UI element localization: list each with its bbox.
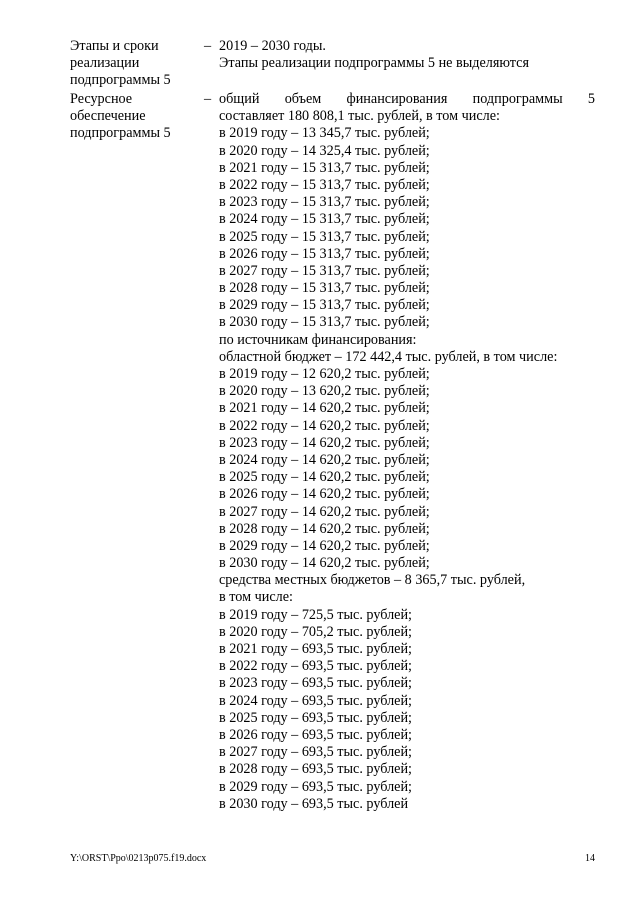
content-line: в 2026 году – 15 313,7 тыс. рублей;	[219, 245, 430, 262]
content-line: областной бюджет – 172 442,4 тыс. рублей, в том числе:	[219, 348, 558, 365]
row-stages-label	[70, 38, 195, 90]
content-line: в 2026 году – 693,5 тыс. рублей;	[219, 726, 412, 743]
content-line: Этапы реализации подпрограммы 5 не выделяются	[219, 55, 529, 72]
row-stages-dash: –	[204, 38, 212, 54]
word: подпрограммы	[472, 91, 563, 107]
content-line: в 2027 году – 693,5 тыс. рублей;	[219, 744, 412, 761]
row-resources-label	[70, 91, 195, 143]
content-line: в том числе:	[219, 589, 293, 606]
content-line: в 2028 году – 15 313,7 тыс. рублей;	[219, 280, 430, 297]
word: объем	[284, 91, 322, 107]
content-line: составляет 180 808,1 тыс. рублей, в том числе:	[219, 108, 500, 125]
word: общий	[219, 91, 260, 107]
label-line: Ресурсное	[70, 91, 133, 107]
content-line: в 2023 году – 14 620,2 тыс. рублей;	[219, 434, 430, 451]
content-line: в 2020 году – 13 620,2 тыс. рублей;	[219, 383, 430, 400]
row-resources-dash: –	[204, 91, 212, 107]
content-line: в 2020 году – 705,2 тыс. рублей;	[219, 623, 412, 640]
content-line: в 2022 году – 14 620,2 тыс. рублей;	[219, 417, 430, 434]
content-line: в 2020 году – 14 325,4 тыс. рублей;	[219, 142, 430, 159]
content-line: в 2029 году – 693,5 тыс. рублей;	[219, 778, 412, 795]
content-line: в 2026 году – 14 620,2 тыс. рублей;	[219, 486, 430, 503]
content-line: в 2019 году – 725,5 тыс. рублей;	[219, 606, 412, 623]
content-line: в 2029 году – 15 313,7 тыс. рублей;	[219, 297, 430, 314]
word: 5	[587, 91, 595, 107]
content-line: в 2030 году – 693,5 тыс. рублей	[219, 795, 409, 812]
row-resources-content	[219, 91, 595, 813]
label-line: подпрограммы 5	[70, 72, 171, 89]
content-line: в 2025 году – 15 313,7 тыс. рублей;	[219, 228, 430, 245]
content-line: 2019 – 2030 годы.	[219, 38, 326, 54]
content-line: в 2021 году – 14 620,2 тыс. рублей;	[219, 400, 430, 417]
content-line: в 2023 году – 15 313,7 тыс. рублей;	[219, 194, 430, 211]
content-line: в 2023 году – 693,5 тыс. рублей;	[219, 675, 412, 692]
content-line: в 2019 году – 13 345,7 тыс. рублей;	[219, 125, 430, 142]
label-line: реализации	[70, 55, 140, 72]
content-line: в 2030 году – 14 620,2 тыс. рублей;	[219, 555, 430, 572]
content-line: в 2028 году – 14 620,2 тыс. рублей;	[219, 520, 430, 537]
content-line: в 2025 году – 14 620,2 тыс. рублей;	[219, 469, 430, 486]
content-line: в 2030 году – 15 313,7 тыс. рублей;	[219, 314, 430, 331]
content-line: в 2027 году – 15 313,7 тыс. рублей;	[219, 262, 430, 279]
content-line: в 2022 году – 693,5 тыс. рублей;	[219, 658, 412, 675]
content-line: в 2024 году – 693,5 тыс. рублей;	[219, 692, 412, 709]
content-line: в 2024 году – 15 313,7 тыс. рублей;	[219, 211, 430, 228]
content-line: в 2024 году – 14 620,2 тыс. рублей;	[219, 451, 430, 468]
label-line: обеспечение	[70, 108, 146, 125]
content-line: в 2019 году – 12 620,2 тыс. рублей;	[219, 366, 430, 382]
label-line: подпрограммы 5	[70, 125, 171, 142]
content-line: в 2029 году – 14 620,2 тыс. рублей;	[219, 537, 430, 554]
content-line: в 2021 году – 15 313,7 тыс. рублей;	[219, 159, 430, 176]
justified-first-line	[219, 91, 595, 108]
row-stages-content	[219, 38, 595, 72]
content-line: в 2021 году – 693,5 тыс. рублей;	[219, 641, 412, 657]
footer-page-number: 14	[585, 853, 595, 864]
label-line: Этапы и сроки	[70, 38, 159, 54]
content-line: в 2027 году – 14 620,2 тыс. рублей;	[219, 503, 430, 520]
content-line: в 2025 году – 693,5 тыс. рублей;	[219, 709, 412, 726]
content-line: средства местных бюджетов – 8 365,7 тыс. рублей,	[219, 572, 526, 589]
word: финансирования	[346, 91, 448, 107]
content-line: в 2022 году – 15 313,7 тыс. рублей;	[219, 176, 430, 193]
content-line: в 2028 году – 693,5 тыс. рублей;	[219, 761, 412, 778]
footer-file-path: Y:\ORST\Ppo\0213p075.f19.docx	[70, 853, 207, 864]
content-line: по источникам финансирования:	[219, 331, 417, 348]
